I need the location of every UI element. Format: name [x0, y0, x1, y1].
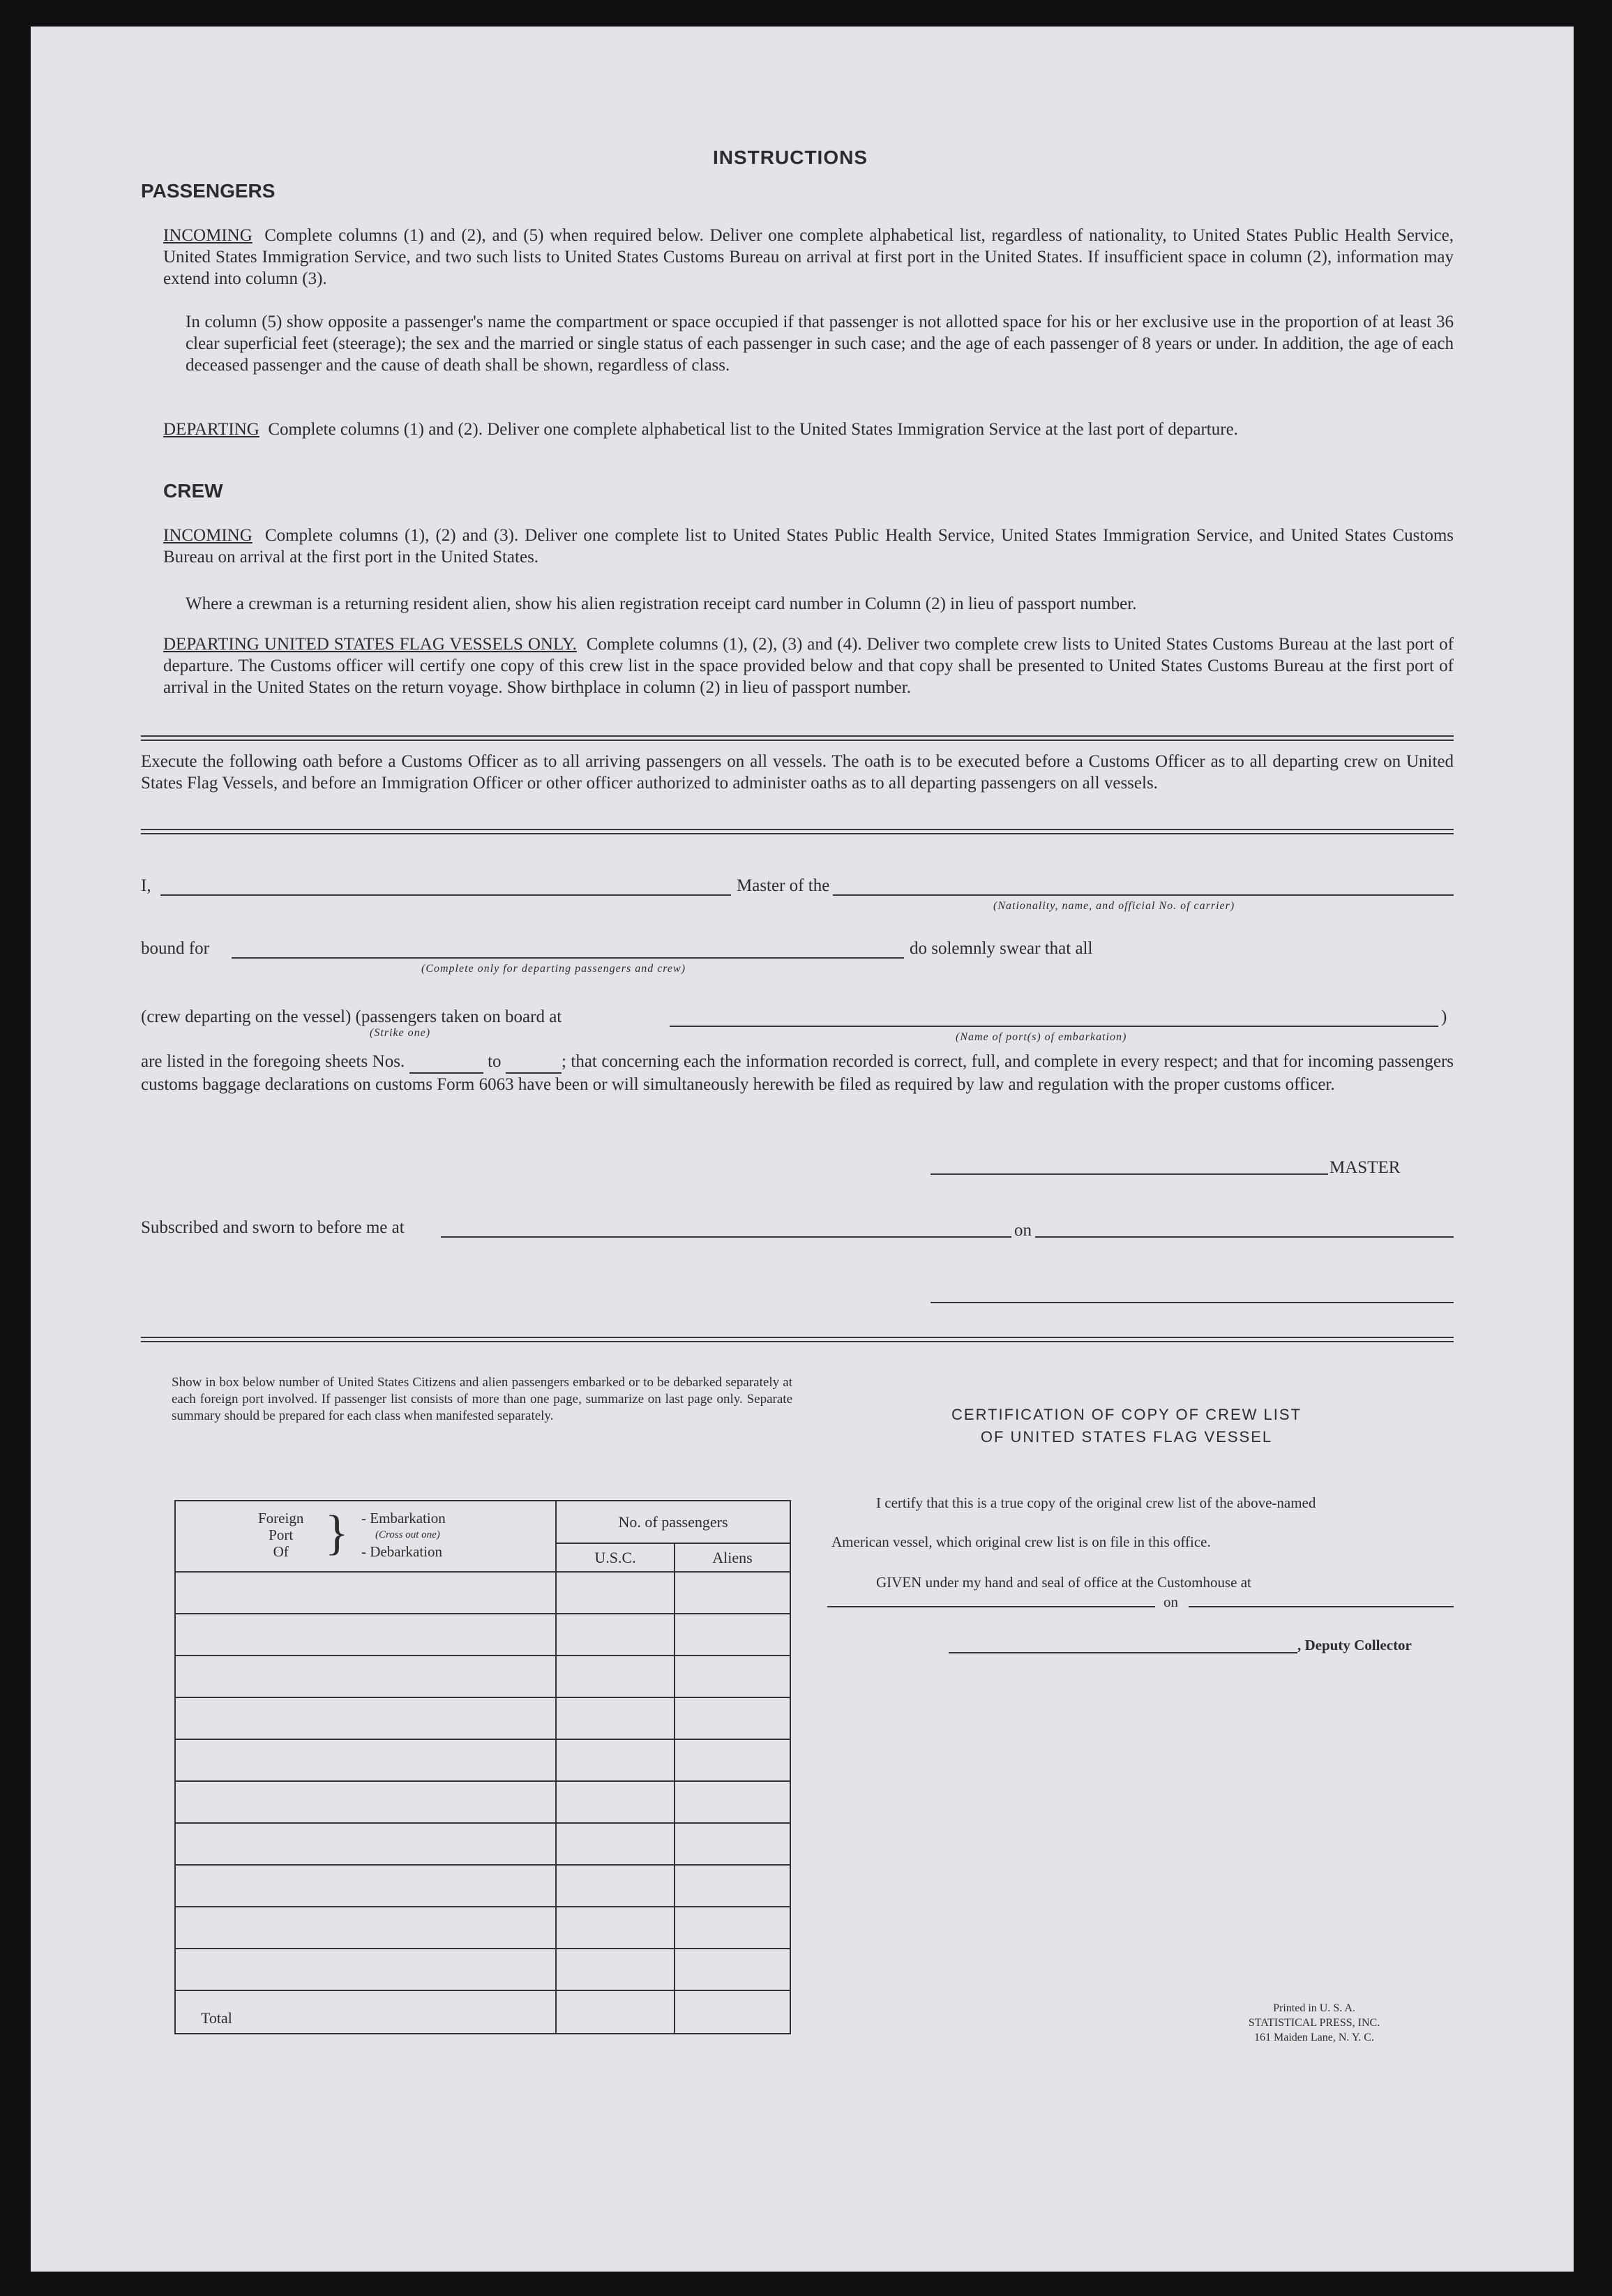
divider — [141, 735, 1454, 741]
column5-paragraph: In column (5) show opposite a passenger's name the compartment or space occupied if that passenger is not allotted space for his or her exclusive use in the proportion of at least 36 clear superficial feet (steerage); the sex and the married or single status of each passenger in such case; and the age of each passenger of 8 years or under. In addition, the age of each deceased passenger and the cause of death shall be shown, regardless of class. — [186, 313, 1454, 375]
passengers-departing-text: Complete columns (1) and (2). Deliver one complete alphabetical list to the United States Immigration Service at the last port of departure. — [268, 420, 1238, 439]
given-text: GIVEN under my hand and seal of office at the Customhouse at — [876, 1574, 1251, 1591]
bound-caption: (Complete only for departing passengers and crew) — [421, 963, 686, 975]
bound-for-field[interactable] — [232, 957, 904, 959]
sheet-from-field[interactable] — [409, 1051, 483, 1074]
table-row — [175, 1656, 790, 1697]
passengers-incoming-paragraph — [163, 225, 1454, 290]
carrier-field[interactable] — [833, 894, 1454, 896]
table-row — [175, 1572, 790, 1614]
passengers-heading: PASSENGERS — [141, 180, 276, 202]
certify-text: I certify that this is a true copy of the original crew list of the above-named — [876, 1494, 1316, 1511]
ports-caption: (Name of port(s) of embarkation) — [956, 1031, 1127, 1043]
crew-incoming-paragraph — [163, 525, 1454, 568]
departing-flag-paragraph — [163, 633, 1454, 698]
table-row — [175, 1907, 790, 1949]
instructions-title: INSTRUCTIONS — [713, 147, 868, 168]
embarkation-label: - Embarkation — [361, 1510, 446, 1526]
port-label: Port — [269, 1526, 294, 1543]
carrier-caption: (Nationality, name, and official No. of carrier) — [993, 900, 1235, 912]
listed-intro: are listed in the foregoing sheets Nos. — [141, 1052, 405, 1071]
crewman-paragraph: Where a crewman is a returning resident alien, show his alien registration receipt card number in Column (2) in lieu of passport number. — [186, 594, 1137, 613]
sworn-on-label: on — [1014, 1221, 1032, 1240]
passengers-departing-label: DEPARTING — [163, 420, 259, 439]
master-signature-field[interactable] — [931, 1173, 1328, 1175]
debarkation-label: - Debarkation — [361, 1543, 443, 1560]
printer-imprint — [1216, 2001, 1412, 2045]
crew-heading: CREW — [163, 480, 223, 502]
customhouse-field[interactable] — [827, 1606, 1155, 1607]
table-row — [175, 1949, 790, 1990]
master-label: MASTER — [1329, 1158, 1401, 1177]
crew-incoming-label: INCOMING — [163, 526, 253, 545]
form-page — [31, 27, 1574, 2272]
foreign-label: Foreign — [258, 1510, 304, 1526]
listed-paragraph — [141, 1051, 1454, 1095]
table-row — [175, 1781, 790, 1823]
deputy-signature-field[interactable] — [949, 1652, 1297, 1653]
summary-note: Show in box below number of United States Citizens and alien passengers embarked or to be debarked separately at each foreign port involved. If passenger list consists of more than one page, summarize on last page only. Separate summary should be prepared for each class when manifested separately. — [172, 1375, 792, 1423]
usc-header: U.S.C. — [556, 1543, 675, 1572]
deputy-collector-label: , Deputy Collector — [1297, 1637, 1412, 1653]
table-row — [175, 1823, 790, 1865]
table-row — [175, 1697, 790, 1739]
brace-icon: } — [325, 1506, 349, 1560]
printer-line3: 161 Maiden Lane, N. Y. C. — [1254, 2032, 1374, 2043]
do-swear-label: do solemnly swear that all — [910, 939, 1093, 958]
strike-one-caption: (Strike one) — [370, 1027, 431, 1039]
divider — [141, 829, 1454, 834]
certification-title-line2: OF UNITED STATES FLAG VESSEL — [980, 1428, 1273, 1446]
close-paren: ) — [1441, 1007, 1447, 1026]
cert-date-field[interactable] — [1189, 1606, 1454, 1607]
of-label: Of — [273, 1543, 289, 1560]
oath-i: I, — [141, 876, 151, 895]
officer-signature-field[interactable] — [931, 1302, 1454, 1303]
sheet-to-field[interactable] — [506, 1051, 562, 1074]
port-header-cell — [175, 1501, 556, 1572]
printer-line1: Printed in U. S. A. — [1273, 2002, 1355, 2014]
cert-on-label: on — [1163, 1593, 1178, 1610]
table-row — [175, 1865, 790, 1907]
table-row — [175, 1739, 790, 1781]
american-vessel-text: American vessel, which original crew list is on file in this office. — [831, 1533, 1211, 1550]
certification-title — [879, 1404, 1374, 1448]
listed-rest: ; that concerning each the information recorded is correct, full, and complete in every respect; and that for incoming passengers customs baggage declarations on customs Form 6063 have been or will simultaneously herewith be filed as required by law and regulation with the proper customs officer. — [141, 1052, 1454, 1094]
total-row — [175, 1990, 790, 2034]
departing-flag-text: Complete columns (1), (2), (3) and (4). Deliver two complete crew lists to United States Customs Bureau at the last port of departure. The Customs officer will certify one copy of this crew list in the space provided below and that copy shall be presented to United States Customs Bureau at the first port of arrival in the United States on the return voyage. Show birthplace in column (2) in lieu of passport number. — [163, 635, 1454, 697]
listed-to: to — [488, 1052, 502, 1071]
no-passengers-header: No. of passengers — [556, 1501, 790, 1543]
oath-intro: Execute the following oath before a Customs Officer as to all arriving passengers on all vessels. The oath is to be executed before a Customs Officer as to all departing crew on United States Flag Vessels, and before an Immigration Officer or other officer authorized to administer oaths as to all departing passengers on all vessels. — [141, 752, 1454, 793]
cross-out-label: (Cross out one) — [375, 1529, 440, 1540]
crew-incoming-text: Complete columns (1), (2) and (3). Deliver one complete list to United States Public Health Service, United States Immigration Service, and United States Customs Bureau on arrival at the first port in the United States. — [163, 526, 1454, 567]
crew-departing-label: (crew departing on the vessel) (passengers taken on board at — [141, 1007, 562, 1026]
passengers-incoming-label: INCOMING — [163, 226, 253, 245]
master-name-field[interactable] — [160, 894, 731, 896]
departing-flag-label: DEPARTING UNITED STATES FLAG VESSELS ONLY. — [163, 635, 577, 654]
passenger-summary-table — [174, 1500, 791, 2034]
table-row — [175, 1614, 790, 1656]
bound-for-label: bound for — [141, 939, 209, 958]
total-label: Total — [175, 1990, 556, 2034]
printer-line2: STATISTICAL PRESS, INC. — [1248, 2017, 1380, 2029]
master-of-the-label: Master of the — [737, 876, 830, 895]
sworn-date-field[interactable] — [1035, 1236, 1454, 1238]
divider — [141, 1337, 1454, 1342]
passengers-departing-paragraph — [163, 419, 1454, 440]
certification-title-line1: CERTIFICATION OF COPY OF CREW LIST — [951, 1406, 1302, 1423]
aliens-header: Aliens — [675, 1543, 790, 1572]
embarkation-ports-field[interactable] — [670, 1026, 1438, 1027]
subscribed-label: Subscribed and sworn to before me at — [141, 1218, 405, 1237]
passengers-incoming-text: Complete columns (1) and (2), and (5) when required below. Deliver one complete alphabetical list, regardless of nationality, to United States Public Health Service, United States Immigration Service, and two such lists to United States Customs Bureau on arrival at first port in the United States. If insufficient space in column (2), information may extend into column (3). — [163, 226, 1454, 288]
sworn-place-field[interactable] — [441, 1236, 1011, 1238]
